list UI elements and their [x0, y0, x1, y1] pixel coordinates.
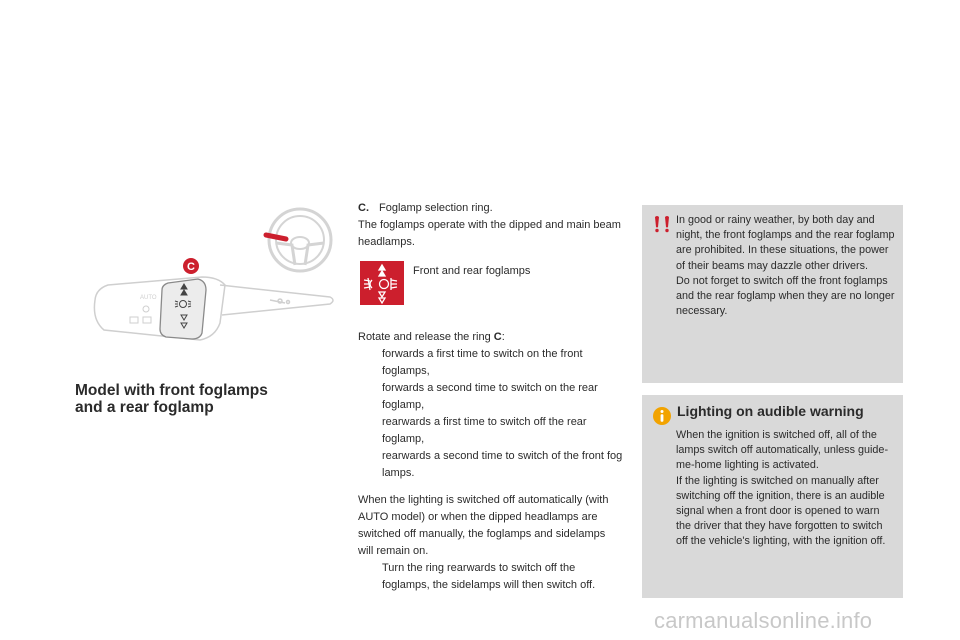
intro-text: The foglamps operate with the dipped and main beam headlamps. [358, 219, 621, 248]
foglamp-symbol-row [358, 261, 623, 317]
ring-steps-list [358, 346, 623, 482]
info-icon [652, 406, 672, 426]
callout-c-letter: C [187, 261, 195, 273]
list-item: forwards a second time to switch on the rear foglamp, [382, 382, 598, 411]
list-item: rearwards a second time to switch of the front fog lamps. [382, 450, 623, 479]
auto-lighting-paragraph: When the lighting is switched off automatically (with AUTO model) or when the dipped headlamps are switched off manually, the foglamps and sidelamps will remain on. [358, 494, 609, 557]
model-heading-line1: Model with front foglamps [75, 382, 268, 399]
model-heading-line2: and a rear foglamp [75, 399, 214, 416]
foglamp-stalk-illustration [90, 205, 340, 355]
warning-text-line: In good or rainy weather, by both day and night, the front foglamps and the rear foglamp are prohibited. In these situations, the power of their beams may dazzle other drivers. [676, 214, 895, 272]
warning-text [676, 213, 896, 319]
list-item: Turn the ring rearwards to switch off the foglamps, the sidelamps will then switch off. [382, 562, 596, 591]
front-rear-foglamp-icon [360, 261, 404, 305]
final-step-list [358, 560, 623, 594]
info-text-line: When the ignition is switched off, all of the lamps switch off automatically, unless guide-me-home lighting is activated. [676, 429, 889, 472]
ring-caption [358, 200, 623, 217]
info-text-line: If the lighting is switched on manually after switching off the ignition, there is an audible signal when a front door is opened to warn the driver that they have forgotten to switch off the vehicle's lighting, with the ignition off. [676, 474, 886, 548]
info-box-title: Lighting on audible warning [677, 403, 864, 419]
warning-exclamation-icon [652, 215, 674, 233]
rotate-instruction: Rotate and release the ring C: [358, 331, 505, 343]
front-rear-foglamp-label: Front and rear foglamps [413, 265, 531, 277]
info-box-text [676, 428, 896, 550]
watermark: carmanualsonline.info [654, 608, 873, 633]
list-item: rearwards a first time to switch off the rear foglamp, [382, 416, 587, 445]
warning-box [642, 205, 903, 383]
auto-label: AUTO [140, 295, 157, 301]
ring-caption-label: C. [358, 202, 369, 214]
warning-text-line: Do not forget to switch off the front foglamps and the rear foglamp when they are no longer necessary. [676, 274, 895, 318]
list-item: forwards a first time to switch on the front foglamps, [382, 348, 583, 377]
ring-letter: C [493, 331, 502, 343]
ring-caption-text: Foglamp selection ring. [379, 202, 493, 214]
instructions-column [358, 200, 623, 594]
model-heading [75, 382, 315, 416]
info-box [642, 395, 903, 598]
